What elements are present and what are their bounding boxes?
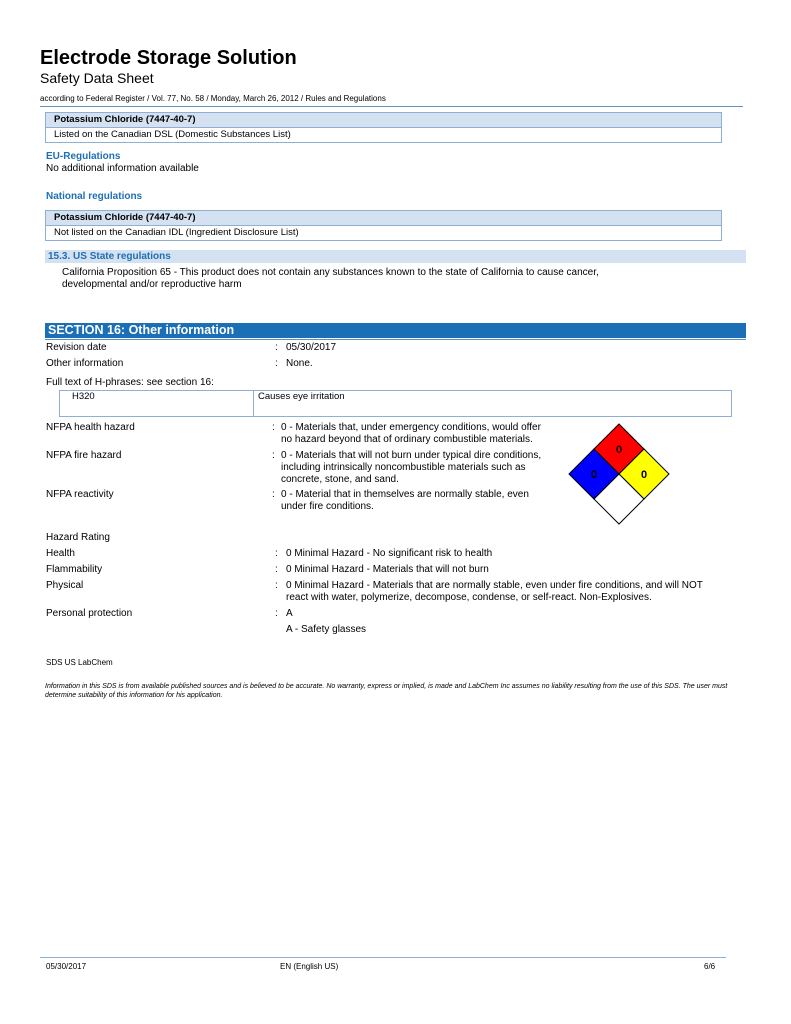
nfpa-reactivity-line2: under fire conditions.: [281, 501, 374, 512]
canada-dsl-status: Listed on the Canadian DSL (Domestic Substances List): [54, 129, 291, 140]
nfpa-reactivity-line1: 0 - Material that in themselves are normally stable, even: [281, 489, 529, 500]
hazard-health-label: Health: [46, 548, 75, 559]
national-regulations-heading: National regulations: [46, 191, 143, 202]
section16-divider: [45, 339, 746, 340]
hazard-physical-line1: 0 Minimal Hazard - Materials that are normally stable, even under fire conditions, and will NOT: [286, 580, 703, 591]
canada-dsl-table: [45, 112, 722, 143]
nfpa-fire-line3: concrete, stone, and sand.: [281, 474, 399, 485]
hazard-flammability-colon: :: [275, 564, 278, 575]
nfpa-fire-label: NFPA fire hazard: [46, 450, 122, 461]
personal-protection-detail: A - Safety glasses: [286, 624, 367, 635]
nfpa-fire-value: 0: [615, 444, 623, 456]
hphrase-code: H320: [60, 391, 254, 416]
nfpa-health-label: NFPA health hazard: [46, 422, 135, 433]
regulation-line: according to Federal Register / Vol. 77, No. 58 / Monday, March 26, 2012 / Rules and Regulations: [40, 94, 386, 103]
nfpa-reactivity-label: NFPA reactivity: [46, 489, 114, 500]
footer-page-number: 6/6: [704, 962, 716, 971]
nfpa-reactivity-value: 0: [640, 469, 648, 481]
nfpa-health-line2: no hazard beyond that of ordinary combustible materials.: [281, 434, 533, 445]
other-information-value: None.: [286, 358, 313, 369]
eu-regulations-text: No additional information available: [46, 163, 199, 174]
footer-divider: [40, 957, 726, 958]
sds-label: SDS US LabChem: [46, 658, 113, 667]
nfpa-fire-description: [281, 450, 541, 486]
hphrases-label: Full text of H-phrases: see section 16:: [46, 377, 214, 388]
nfpa-health-description: [281, 422, 541, 446]
national-regulations-status: Not listed on the Canadian IDL (Ingredient Disclosure List): [54, 227, 299, 238]
personal-protection-colon: :: [275, 608, 278, 619]
nfpa-fire-line2: including intrinsically noncombustible materials such as: [281, 462, 526, 473]
nfpa-health-line1: 0 - Materials that, under emergency conditions, would offer: [281, 422, 541, 433]
header-divider: [40, 106, 743, 107]
revision-date-colon: :: [275, 342, 278, 353]
us-state-text-line2: developmental and/or reproductive harm: [62, 279, 242, 290]
nfpa-diamond: [567, 422, 671, 526]
section16-heading: SECTION 16: Other information: [45, 323, 746, 338]
nfpa-reactivity-description: [281, 489, 529, 513]
nfpa-health-value: 0: [590, 469, 598, 481]
nfpa-fire-line1: 0 - Materials that will not burn under typical dire conditions,: [281, 450, 542, 461]
nfpa-health-colon: :: [272, 422, 275, 433]
nfpa-fire-colon: :: [272, 450, 275, 461]
hazard-rating-heading: Hazard Rating: [46, 532, 110, 543]
other-information-colon: :: [275, 358, 278, 369]
us-state-text-line1: California Proposition 65 - This product does not contain any substances known to the state of California to cause cancer,: [62, 267, 599, 278]
disclaimer-text: Information in this SDS is from available published sources and is believed to be accurate. No warranty, express or implied, is made and LabChem Inc assumes no liability resulting from the use of this SDS. The user must determine suitability of this information for his application.: [45, 683, 728, 699]
canada-dsl-substance: Potassium Chloride (7447-40-7): [46, 113, 721, 128]
footer-language: EN (English US): [280, 962, 339, 971]
hazard-flammability-label: Flammability: [46, 564, 103, 575]
hazard-health-value: 0 Minimal Hazard - No significant risk to health: [286, 548, 493, 559]
personal-protection-label: Personal protection: [46, 608, 133, 619]
nfpa-reactivity-colon: :: [272, 489, 275, 500]
hazard-flammability-value: 0 Minimal Hazard - Materials that will not burn: [286, 564, 489, 575]
revision-date-label: Revision date: [46, 342, 107, 353]
national-regulations-table: [45, 210, 722, 241]
other-information-label: Other information: [46, 358, 124, 369]
document-subtitle: Safety Data Sheet: [40, 70, 154, 86]
document-title: Electrode Storage Solution: [40, 47, 297, 69]
footer-date: 05/30/2017: [46, 962, 87, 971]
hphrases-table: [59, 390, 732, 417]
us-state-regulations-heading: 15.3. US State regulations: [45, 250, 746, 263]
hazard-physical-label: Physical: [46, 580, 84, 591]
national-regulations-substance: Potassium Chloride (7447-40-7): [46, 211, 721, 226]
hazard-health-colon: :: [275, 548, 278, 559]
hazard-physical-line2: react with water, polymerize, decompose, condense, or self-react. Non-Explosives.: [286, 592, 652, 603]
hazard-physical-colon: :: [275, 580, 278, 591]
hphrase-text: Causes eye irritation: [258, 391, 345, 402]
eu-regulations-heading: EU-Regulations: [46, 151, 121, 162]
personal-protection-value: A: [286, 608, 293, 619]
revision-date-value: 05/30/2017: [286, 342, 337, 353]
